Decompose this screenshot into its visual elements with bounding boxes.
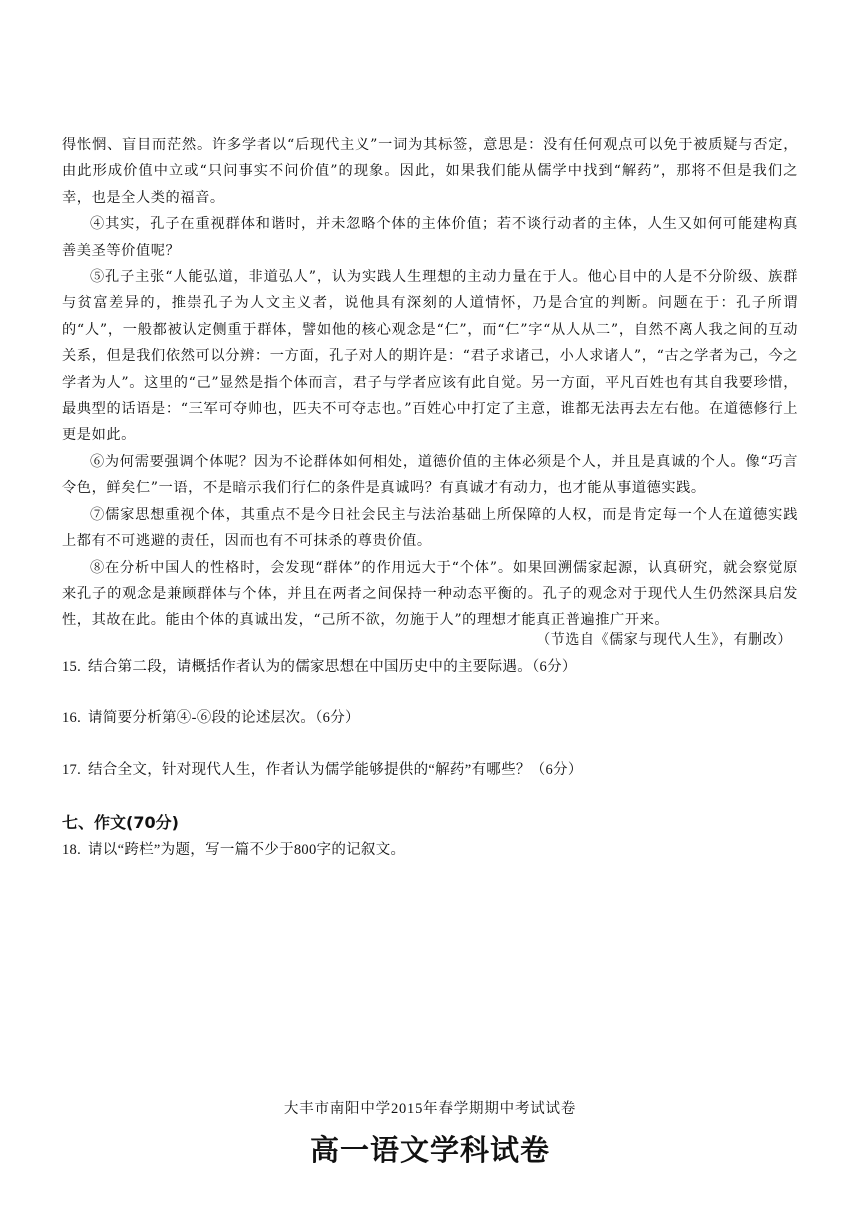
question-text: 请以“跨栏”为题，写一篇不少于800字的记叙文。 — [88, 842, 406, 858]
exam-header-title: 高一语文学科试卷 — [309, 1133, 550, 1167]
passage-paragraph-8: ⑧在分析中国人的性格时，会发现“群体”的作用远大于“个体”。如果回溯儒家起源，认真研究，就会察觉原来孔子的观念是兼顾群体与个体，并且在两者之间保持一种动态平衡的。孔子的观念对于现代人生仍然深具启发性，其故在此。能由个体的真诚出发，“己所不欲，勿施于人”的理想才能真正普遍推广开来。 — [62, 559, 798, 629]
question-17 — [62, 759, 583, 781]
question-number: 16. — [62, 710, 82, 726]
question-16 — [62, 707, 360, 729]
question-number: 15. — [62, 659, 82, 675]
passage-paragraph-6: ⑥为何需要强调个体呢？因为不论群体如何相处，道德价值的主体必须是个人，并且是真诚的个人。像“巧言令色，鲜矣仁”一语，不是暗示我们行仁的条件是真诚吗？有真诚才有动力，也才能从事道德实践。 — [62, 453, 798, 497]
passage-paragraph-continued: 得怅惘、盲目而茫然。许多学者以“后现代主义”一词为其标签，意思是：没有任何观点可以免于被质疑与否定，由此形成价值中立或“只问事实不问价值”的现象。因此，如果我们能从儒学中找到“解药”，那将不但是我们之幸，也是全人类的福音。 — [62, 137, 798, 206]
passage-paragraph-7: ⑦儒家思想重视个体，其重点不是今日社会民主与法治基础上所保障的人权，而是肯定每一个人在道德实践上都有不可逃避的责任，因而也有不可抹杀的尊贵价值。 — [62, 506, 798, 550]
question-number: 17. — [62, 762, 82, 778]
question-18 — [62, 839, 405, 861]
section-heading-composition: 七、作文(70分) — [62, 813, 179, 832]
passage-paragraph-4: ④其实，孔子在重视群体和谐时，并未忽略个体的主体价值；若不谈行动者的主体，人生又如何可能建构真善美圣等价值呢？ — [62, 216, 798, 259]
question-text: 结合全文，针对现代人生，作者认为儒学能够提供的“解药”有哪些？（6分） — [88, 762, 583, 778]
question-text: 结合第二段，请概括作者认为的儒家思想在中国历史中的主要际遇。（6分） — [88, 659, 577, 675]
question-text: 请简要分析第④-⑥段的论述层次。（6分） — [88, 710, 360, 726]
question-15 — [62, 656, 577, 678]
question-number: 18. — [62, 842, 82, 858]
source-citation: （节选自《儒家与现代人生》，有删改） — [536, 632, 792, 648]
exam-header-subtitle: 大丰市南阳中学2015年春学期期中考试试卷 — [283, 1101, 577, 1117]
reading-passage — [62, 132, 798, 634]
passage-paragraph-5: ⑤孔子主张“人能弘道，非道弘人”，认为实践人生理想的主动力量在于人。他心目中的人是不分阶级、族群与贫富差异的，推崇孔子为人文主义者，说他具有深刻的人道情怀，乃是合宜的判断。问题在于：孔子所谓的“人”，一般都被认定侧重于群体，譬如他的核心观念是“仁”，而“仁”字“从人从二”，自然不离人我之间的互动关系，但是我们依然可以分辨：一方面，孔子对人的期许是：“君子求诸己，小人求诸人”，“古之学者为己，今之学者为人”。这里的“己”显然是指个体而言，君子与学者应该有此自觉。另一方面，平凡百姓也有其自我要珍惜，最典型的话语是：“三军可夺帅也，匹夫不可夺志也。”百姓心中打定了主意，谁都无法再去左右他。在道德修行上更是如此。 — [62, 269, 798, 444]
